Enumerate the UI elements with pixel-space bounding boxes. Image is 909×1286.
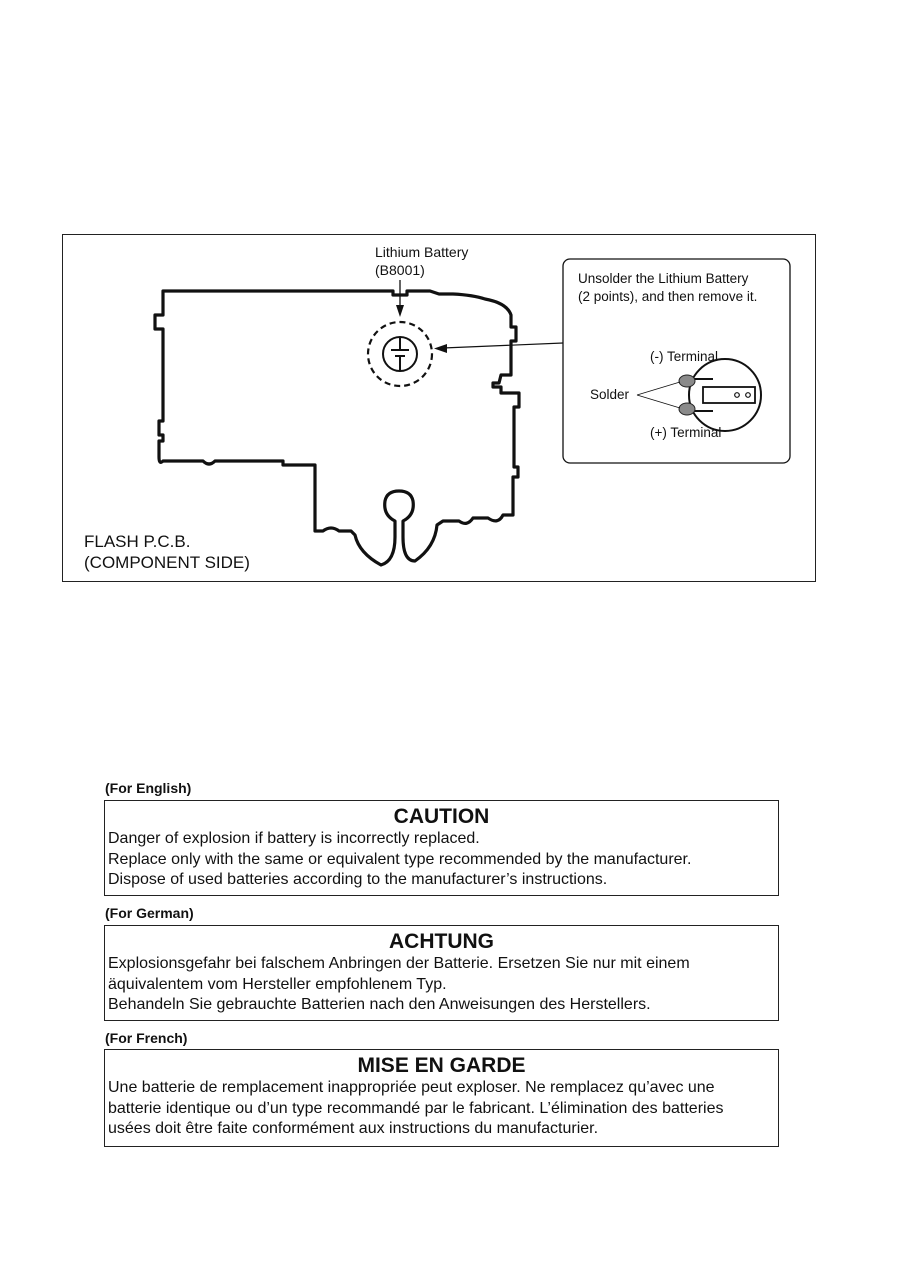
battery-label-ref: (B8001) [375, 262, 425, 278]
caution-line: batterie identique ou d’un type recommandé par le fabricant. L’élimination des batteries [108, 1099, 724, 1117]
left-arrow-icon [434, 344, 447, 353]
caution-line: Dispose of used batteries according to the manufacturer’s instructions. [108, 871, 608, 888]
caution-box-french [104, 1049, 779, 1147]
caution-heading-german: ACHTUNG [389, 930, 494, 953]
language-label-french: (For French) [105, 1030, 188, 1046]
caution-line: Behandeln Sie gebrauchte Batterien nach den Anweisungen des Herstellers. [108, 996, 651, 1013]
caution-line: Une batterie de remplacement inappropriée peut exploser. Ne remplacez qu’avec une [108, 1079, 715, 1096]
caution-line: usées doit être faite conformément aux instructions du manufacturier. [108, 1120, 599, 1137]
language-label-english: (For English) [105, 780, 192, 796]
solder-label: Solder [590, 387, 630, 402]
pcb-diagram [62, 234, 816, 582]
pcb-label-line1: FLASH P.C.B. [84, 532, 191, 551]
callout-text-line2: (2 points), and then remove it. [578, 289, 758, 304]
caution-line: Danger of explosion if battery is incorrectly replaced. [108, 830, 480, 847]
caution-heading-french: MISE EN GARDE [357, 1054, 526, 1077]
caution-box-german [104, 925, 779, 1021]
caution-box-english [104, 800, 779, 896]
caution-line: äquivalentem vom Hersteller empfohlenem Typ. [108, 975, 447, 993]
pcb-label-line2: (COMPONENT SIDE) [84, 553, 250, 572]
negative-solder-point [679, 375, 695, 387]
callout-text-line1: Unsolder the Lithium Battery [578, 271, 749, 286]
positive-terminal-label: (+) Terminal [650, 425, 722, 440]
caution-line: Explosionsgefahr bei falschem Anbringen der Batterie. Ersetzen Sie nur mit einem [108, 955, 690, 972]
down-arrow-icon [396, 305, 404, 317]
positive-solder-point [679, 403, 695, 415]
caution-line: Replace only with the same or equivalent type recommended by the manufacturer. [108, 850, 692, 868]
battery-label-name: Lithium Battery [375, 244, 469, 260]
language-label-german: (For German) [105, 905, 194, 921]
battery-location-marker [368, 322, 432, 386]
negative-terminal-label: (-) Terminal [650, 349, 719, 364]
caution-heading-english: CAUTION [393, 805, 490, 828]
pcb-outline [155, 291, 519, 565]
